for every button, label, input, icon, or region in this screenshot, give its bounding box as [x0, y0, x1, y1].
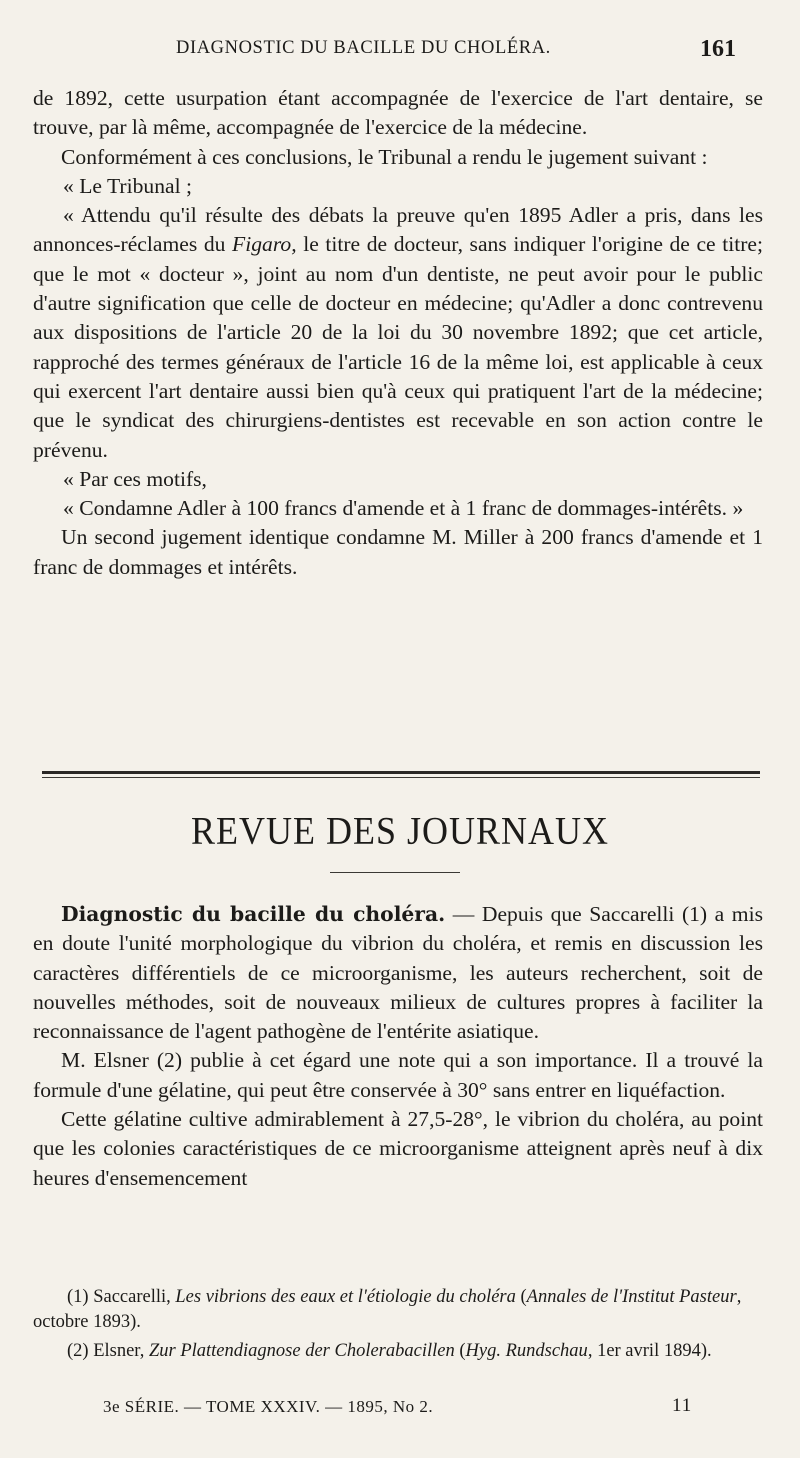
paragraph: Conformément à ces conclusions, le Tribunal a rendu le jugement suivant :	[61, 144, 708, 169]
text-run: (	[515, 1287, 527, 1307]
text-run: , octobre 1893).	[33, 1287, 742, 1332]
page-number: 161	[700, 36, 736, 62]
section-title: REVUE DES JOURNAUX	[190, 809, 609, 853]
signature-number: 11	[672, 1395, 693, 1416]
cited-title: Les vibrions des eaux et l'étiologie du choléra	[175, 1287, 516, 1307]
section-divider	[42, 771, 760, 774]
cited-title: Zur Plattendiagnose der Cholerabacillen	[148, 1341, 455, 1361]
text-run: (2) Elsner,	[67, 1341, 149, 1361]
footnote-1	[33, 1285, 773, 1334]
signature-line: 3e SÉRIE. — TOME XXXIV. — 1895, No 2.	[103, 1397, 434, 1416]
paragraph: M. Elsner (2) publie à cet égard une note qui a son importance. Il a trouvé la formule d'une gélatine, qui peut être conservée à 30° sans entrer en liquéfaction.	[33, 1048, 763, 1102]
newspaper-name: Figaro,	[232, 232, 297, 257]
section-divider-thin	[42, 777, 760, 778]
running-head: DIAGNOSTIC DU BACILLE DU CHOLÉRA.	[176, 38, 551, 58]
cited-journal: Annales de l'Institut Pasteur	[526, 1287, 737, 1307]
paragraph: Un second jugement identique condamne M. Miller à 200 francs d'amende et 1 franc de dommages et intérêts.	[33, 525, 763, 579]
text-run: — Depuis que Saccarelli (1) a mis en doute l'unité morphologique du vibrion du choléra, et remis en discussion les caractères différentiels de ce microorganisme, les auteurs recherchent, soit de nouvelles méthodes, soit de nouveaux milieux de cultures propres à faciliter la reconnaissance de l'agent pathogène de l'entérite asiatique.	[33, 902, 763, 1044]
paragraph	[33, 900, 763, 1046]
article-text-block	[33, 900, 763, 1193]
paragraph: « Par ces motifs,	[63, 466, 207, 491]
text-run: le titre de docteur, sans indiquer l'origine de ce titre; que le mot « docteur », joint au nom d'un dentiste, ne peut avoir pour le public d'autre signification que celle de docteur en médecine; qu'Adler a donc contrevenu aux dispositions de l'article 20 de la loi du 30 novembre 1892; que cet article, rapproché des termes généraux de l'article 16 de la même loi, est applicable à ceux qui exercent l'art dentaire aussi bien qu'à ceux qui pratiquent l'art de la médecine; que le syndicat des chirurgiens-dentistes est recevable en son action contre le prévenu.	[33, 232, 763, 462]
footnote-2	[33, 1339, 773, 1364]
text-run: « Attendu qu'il résulte des débats la preuve qu'en 1895 Adler a pris, dans les annonces-réclames du	[33, 203, 763, 257]
paragraph: « Le Tribunal ;	[63, 173, 192, 198]
text-run: , 1er avril 1894).	[587, 1341, 712, 1361]
paragraph: « Condamne Adler à 100 francs d'amende et à 1 franc de dommages-intérêts. »	[63, 496, 744, 521]
text-run: (1) Saccarelli,	[67, 1287, 176, 1307]
title-underline	[330, 872, 460, 873]
cited-journal: Hyg. Rundschau	[465, 1341, 588, 1361]
paragraph: Cette gélatine cultive admirablement à 27,5-28°, le vibrion du choléra, au point que les colonies caractéristiques de ce microorganisme atteignent après neuf à dix heures d'ensemencement	[33, 1107, 763, 1190]
footnotes	[33, 1285, 773, 1364]
text-run: (	[454, 1341, 466, 1361]
legal-text-block	[33, 84, 763, 582]
paragraph	[33, 201, 763, 465]
paragraph: de 1892, cette usurpation étant accompagnée de l'exercice de l'art dentaire, se trouve, par là même, accompagnée de l'exercice de la médecine.	[33, 86, 763, 140]
article-title: Diagnostic du bacille du choléra.	[61, 902, 446, 926]
